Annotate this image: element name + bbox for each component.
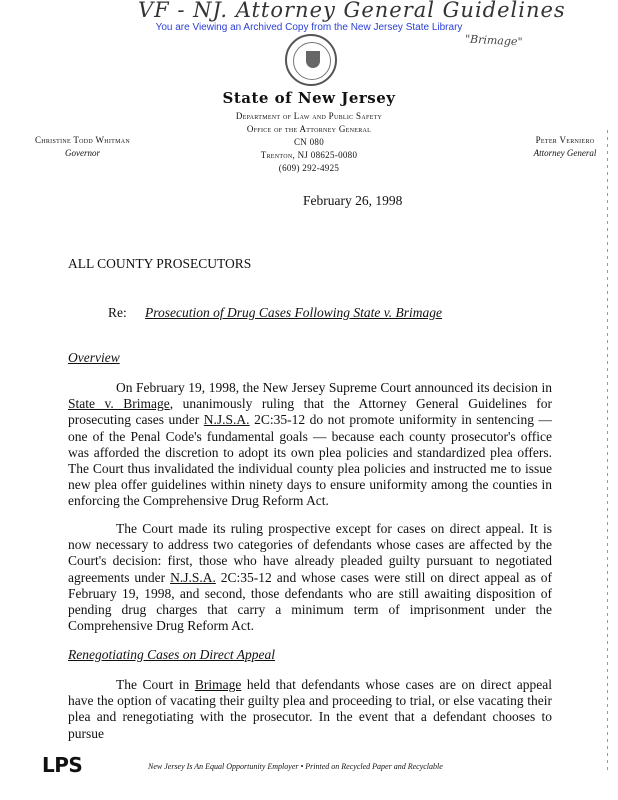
attorney-general-title: Attorney General	[533, 148, 597, 158]
department-line: Trenton, NJ 08625-0080	[260, 150, 358, 160]
margin-rule	[607, 130, 608, 770]
department-line: Office of the Attorney General	[246, 124, 372, 134]
handwritten-note-brimage: "Brimage"	[464, 32, 523, 49]
re-label: Re:	[108, 305, 127, 320]
archive-banner: You are Viewing an Archived Copy from the New Jersey State Library	[155, 22, 463, 33]
paragraph-overview: On February 19, 1998, the New Jersey Supreme Court announced its decision in State v. Brimage, unanimously ruling that the Attorney General Guidelines for prosecuting cases under N.J.S.A. 2C:35-12 do not promote uniformity in sentencing — one of the Penal Code's fundamental goals — because each county prosecutor's office was afforded the discretion to adopt its own plea policies and standardized plea offers. The Court thus invalidated the individual county plea policies and instructed me to issue new plea offer guidelines within ninety days to ensure uniformity among the counties in enforcing the Comprehensive Drug Reform Act.	[68, 380, 552, 509]
paragraph-renegotiating: The Court in Brimage held that defendants whose cases are on direct appeal have the option of vacating their guilty plea and proceeding to trial, or else vacating their plea and renegotiating with the prosecutor. In the event that a defendant chooses to pursue	[68, 677, 552, 741]
state-seal-icon	[285, 34, 337, 86]
re-subject: Prosecution of Drug Cases Following State v. Brimage	[145, 305, 442, 320]
footer-text: New Jersey Is An Equal Opportunity Employer • Printed on Recycled Paper and Recyclable	[148, 762, 443, 771]
department-line: Department of Law and Public Safety	[235, 111, 383, 121]
addressee: ALL COUNTY PROSECUTORS	[68, 256, 252, 271]
overview-heading: Overview	[68, 350, 120, 365]
letter-date: February 26, 1998	[303, 193, 403, 208]
lps-logo: LPS	[42, 753, 83, 777]
renegotiating-heading: Renegotiating Cases on Direct Appeal	[68, 647, 275, 662]
attorney-general-name: Peter Verniero	[535, 135, 595, 145]
governor-block	[25, 134, 140, 160]
governor-name: Christine Todd Whitman	[34, 135, 131, 145]
governor-title: Governor	[65, 148, 100, 158]
department-line: CN 080	[293, 137, 325, 147]
state-name: State of New Jersey	[222, 89, 396, 107]
paragraph-categories: The Court made its ruling prospective except for cases on direct appeal. It is now necessary to address two categories of defendants whose cases are affected by the Court's decision: first, those who have already pleaded guilty pursuant to negotiated agreements under N.J.S.A. 2C:35-12 and whose cases were still on direct appeal as of February 19, 1998, and second, those defendants who are still awaiting disposition of pending drug charges that carry a minimum term of imprisonment under the Comprehensive Drug Reform Act.	[68, 521, 552, 634]
department-line: (609) 292-4925	[278, 163, 340, 173]
handwritten-note: VF - NJ. Attorney General Guidelines	[138, 0, 566, 22]
attorney-general-block	[525, 134, 605, 160]
